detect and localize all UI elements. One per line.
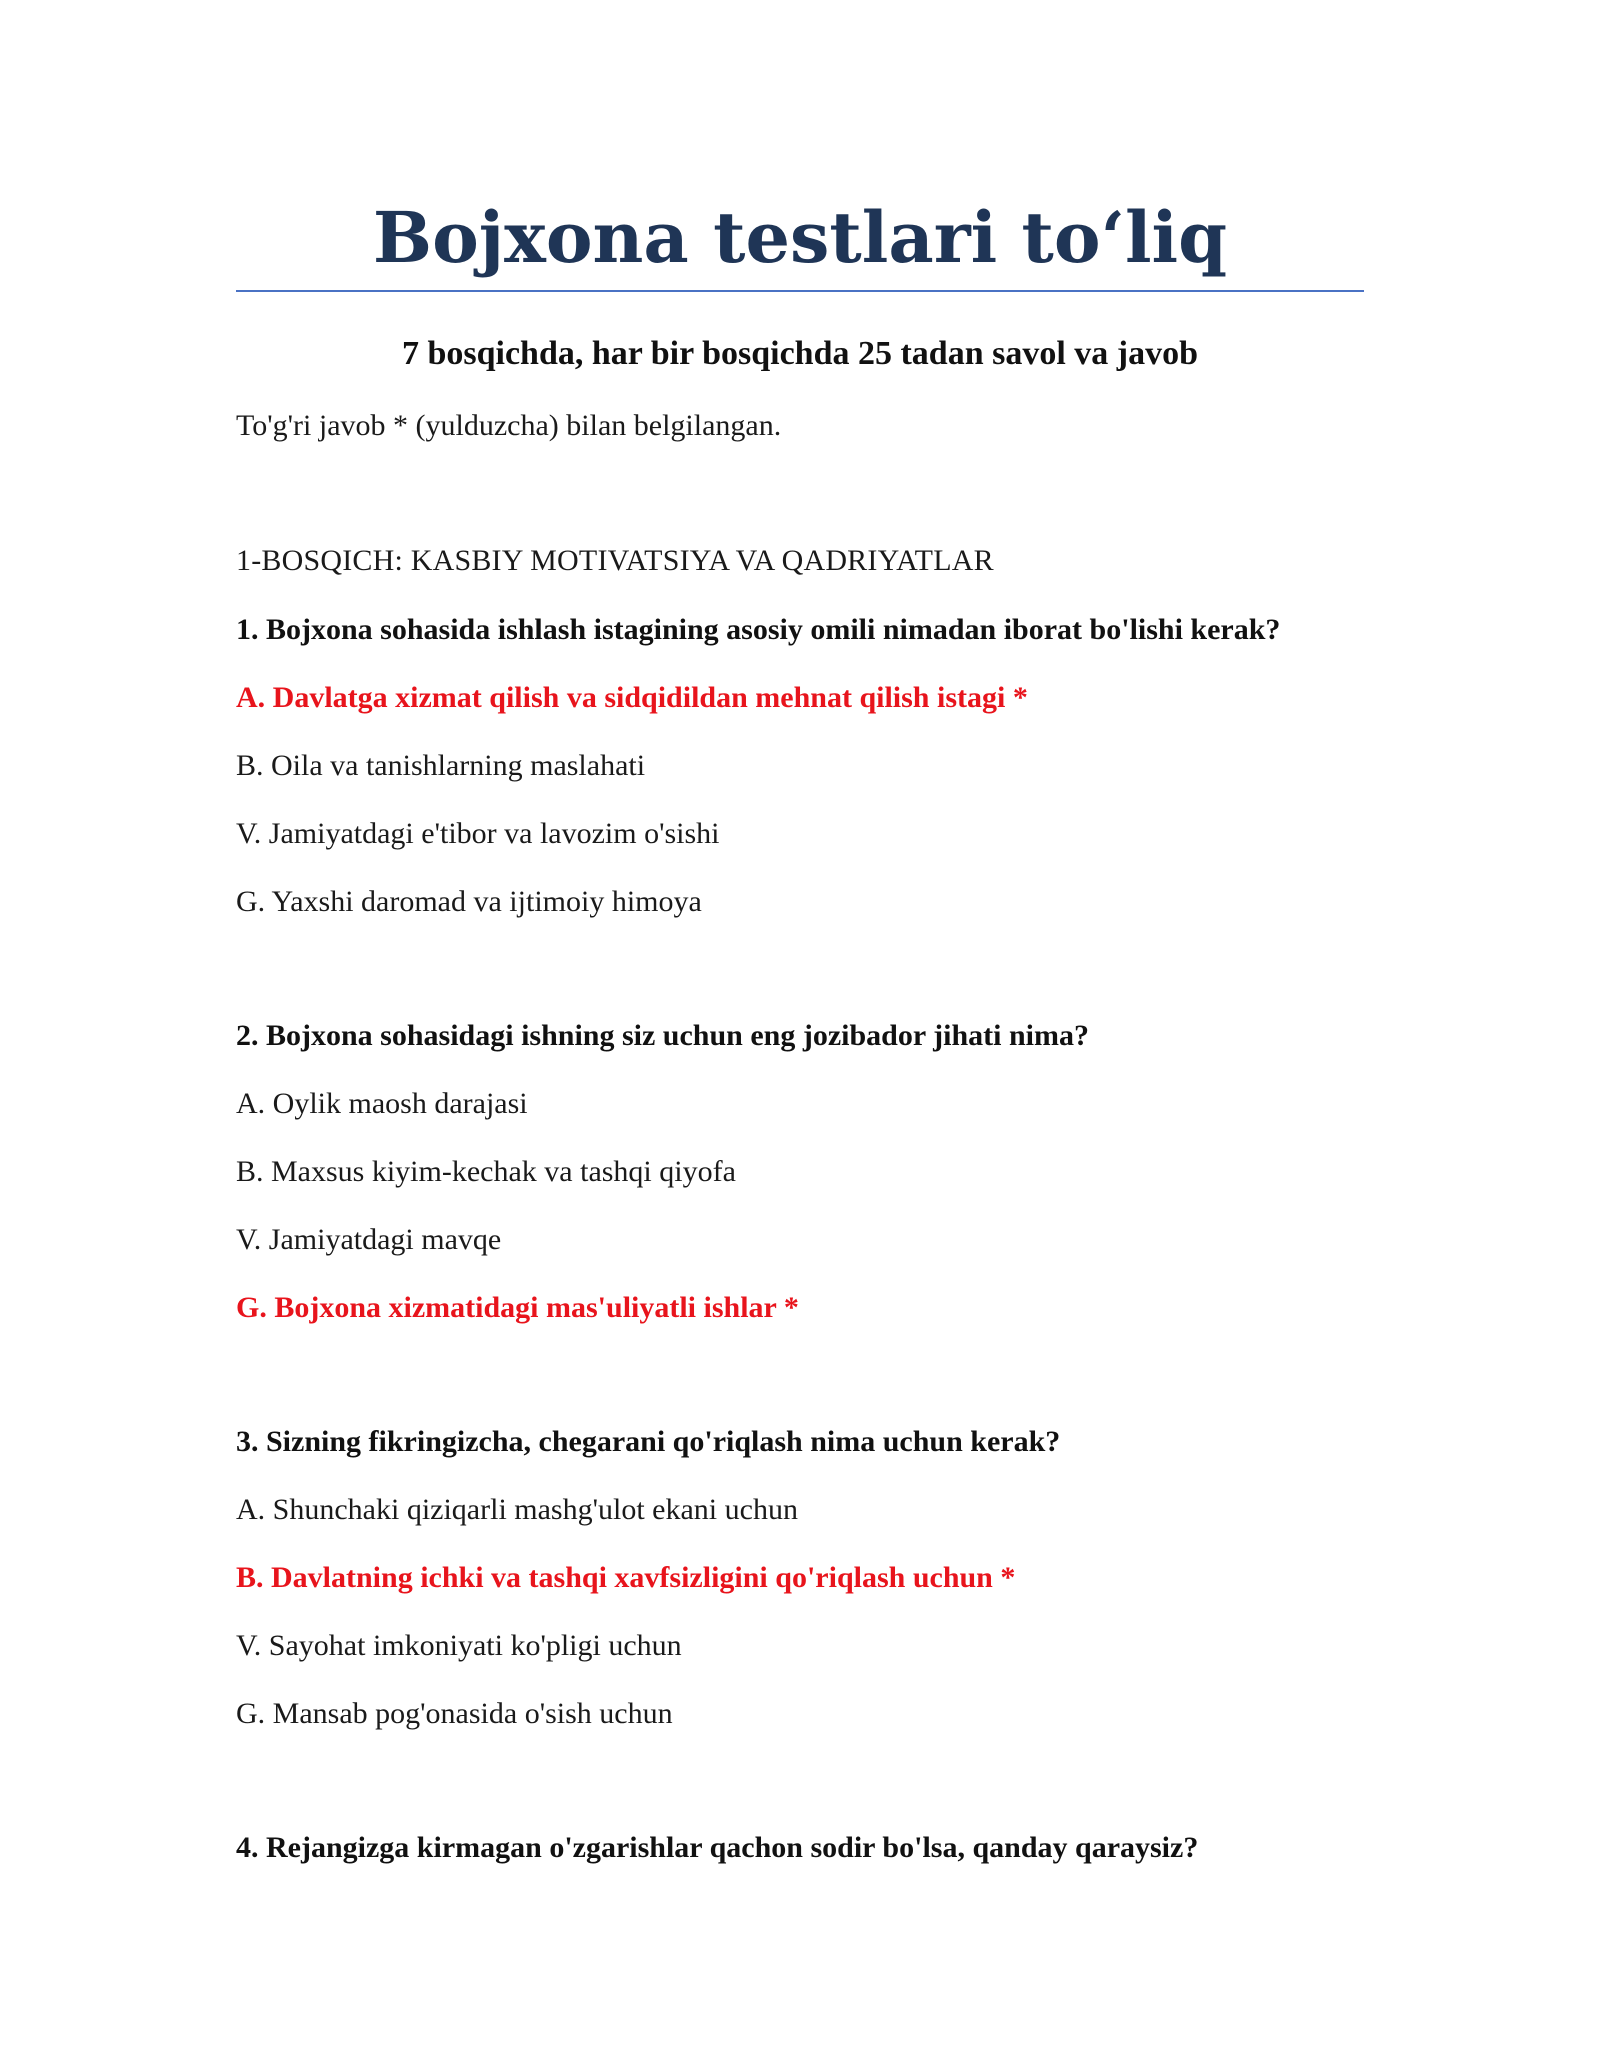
section-heading: 1-BOSQICH: KASBIY MOTIVATSIYA VA QADRIYATLAR — [236, 544, 994, 577]
document-subtitle: 7 bosqichda, har bir bosqichda 25 tadan savol va javob — [401, 335, 1199, 372]
question-3-option-g: G. Mansab pog'onasida o'sish uchun — [236, 1697, 673, 1730]
question-1-option-a: A. Davlatga xizmat qilish va sidqidildan mehnat qilish istagi * — [236, 681, 1028, 714]
title-underline — [236, 290, 1364, 292]
question-4: 4. Rejangizga kirmagan o'zgarishlar qachon sodir bo'lsa, qanday qaraysiz? — [236, 1831, 1199, 1864]
question-3-option-b: B. Davlatning ichki va tashqi xavfsizligini qo'riqlash uchun * — [236, 1561, 1016, 1594]
question-3-option-v: V. Sayohat imkoniyati ko'pligi uchun — [236, 1629, 682, 1662]
question-2-option-v: V. Jamiyatdagi mavqe — [236, 1223, 502, 1256]
question-1-option-v: V. Jamiyatdagi e'tibor va lavozim o'sishi — [236, 817, 720, 850]
question-1: 1. Bojxona sohasida ishlash istagining asosiy omili nimadan iborat bo'lishi kerak? — [236, 613, 1281, 646]
question-3-option-a: A. Shunchaki qiziqarli mashg'ulot ekani uchun — [236, 1493, 798, 1526]
document-title: Bojxona testlari to‘liq — [372, 196, 1228, 279]
question-2-option-g: G. Bojxona xizmatidagi mas'uliyatli ishlar * — [236, 1291, 799, 1324]
question-1-option-b: B. Oila va tanishlarning maslahati — [236, 749, 646, 782]
answer-key-note: To'g'ri javob * (yulduzcha) bilan belgilangan. — [236, 409, 782, 442]
question-2-option-a: A. Oylik maosh darajasi — [236, 1087, 528, 1120]
question-3: 3. Sizning fikringizcha, chegarani qo'riqlash nima uchun kerak? — [236, 1425, 1061, 1458]
question-1-option-g: G. Yaxshi daromad va ijtimoiy himoya — [236, 885, 702, 918]
question-2: 2. Bojxona sohasidagi ishning siz uchun eng jozibador jihati nima? — [236, 1019, 1089, 1052]
question-2-option-b: B. Maxsus kiyim-kechak va tashqi qiyofa — [236, 1155, 736, 1188]
